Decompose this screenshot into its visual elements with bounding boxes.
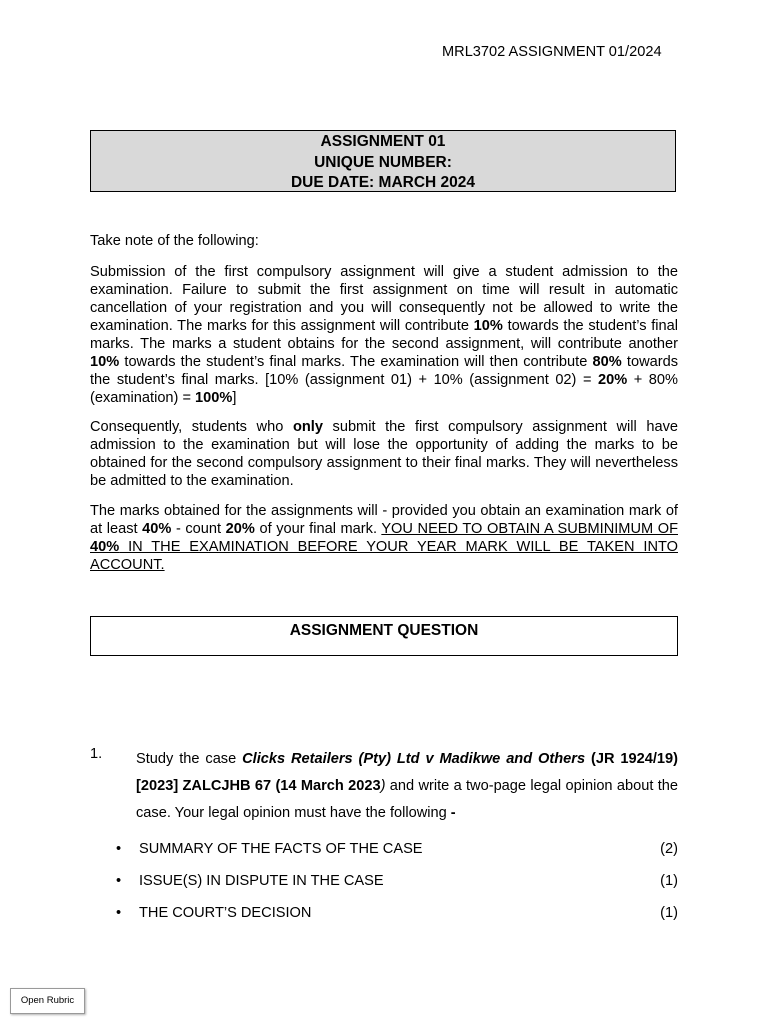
requirement-mark: (1)	[660, 873, 678, 889]
unique-number: UNIQUE NUMBER:	[314, 153, 452, 171]
paragraph-consequences: Consequently, students who only submit the first compulsory assignment will have admission to the examination but will lose the opportunity of adding the marks to be obtained for the second compulsory assignment to their final marks. They will nevertheless be admitted to the examination.	[90, 419, 678, 489]
paragraph-submission-rules: Submission of the first compulsory assignment will give a student admission to the examination. Failure to submit the first assignment on time will result in automatic cancellation of your registration and you will consequently not be allowed to write the examination. The marks for this assignment will contribute 10% towards the student’s final marks. The marks a student obtains for the second assignment, will contribute another 10% towards the student’s final marks. The examination will then contribute 80% towards the student’s final marks. [10% (assignment 01) + 10% (assignment 02) = 20% + 80% (examination) = 100%]	[90, 264, 679, 406]
intro-note: Take note of the following:	[90, 233, 259, 249]
question-text: Study the case Clicks Retailers (Pty) Ltd v Madikwe and Others (JR 1924/19) [2023] ZALCJHB 67 (14 March 2023) and write a two-page legal opinion about the case. Your legal opinion must have the following -	[136, 751, 678, 821]
requirement-mark: (2)	[660, 841, 678, 857]
subminimum-warning: YOU NEED TO OBTAIN A SUBMINIMUM OF 40% IN THE EXAMINATION BEFORE YOUR YEAR MARK WILL BE TAKEN INTO ACCOUNT.	[90, 521, 678, 573]
due-date: DUE DATE: MARCH 2024	[290, 174, 476, 191]
requirement-mark: (1)	[660, 905, 678, 921]
case-citation: (JR 1924/19) [2023] ZALCJHB 67 (14 March 2023	[136, 751, 678, 794]
assignment-title: ASSIGNMENT 01	[320, 133, 446, 150]
question-number: 1.	[90, 746, 103, 762]
bullet-icon: •	[116, 841, 122, 857]
bullet-icon: •	[116, 905, 122, 921]
bullet-icon: •	[116, 873, 122, 889]
requirement-label: SUMMARY OF THE FACTS OF THE CASE	[139, 841, 423, 857]
requirement-label: ISSUE(S) IN DISPUTE IN THE CASE	[139, 873, 384, 889]
document-header-reference: MRL3702 ASSIGNMENT 01/2024	[442, 44, 662, 60]
assignment-title-box	[90, 130, 676, 192]
assignment-question-heading: ASSIGNMENT QUESTION	[90, 616, 678, 656]
case-name: Clicks Retailers (Pty) Ltd v Madikwe and Others	[242, 751, 586, 767]
paragraph-subminimum: The marks obtained for the assignments will - provided you obtain an examination mark of at least 40% - count 20% of your final mark. YOU NEED TO OBTAIN A SUBMINIMUM OF 40% IN THE EXAMINATION BEFORE YOUR YEAR MARK WILL BE TAKEN INTO ACCOUNT.	[90, 503, 678, 573]
requirement-label: THE COURT’S DECISION	[139, 905, 312, 921]
requirement-item	[116, 841, 678, 861]
requirement-item	[116, 905, 678, 925]
requirement-item	[116, 873, 678, 893]
open-rubric-button[interactable]: Open Rubric	[10, 988, 85, 1014]
